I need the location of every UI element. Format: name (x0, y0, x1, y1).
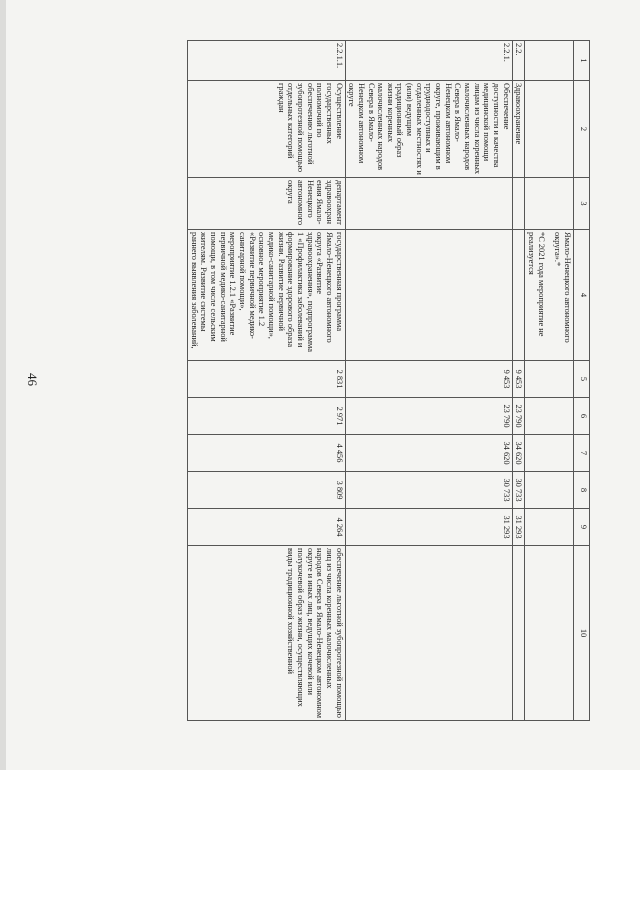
cell (525, 361, 574, 398)
row-result (345, 546, 512, 721)
value-col-6: 2 971 (188, 398, 346, 435)
row-program: государственная программа Ямало-Ненецкого автономного округа «Развитие здравоохранения», подпрограмма 1 «Профилактика заболеваний и формирование здорового образа жизни. Развитие первичной медико-санитарной помощи», основное мероприятие 1.2 «Развитие первичной медико-санитарной помощи», мероприятие 1.2.1 «Развитие первичной медико-санитарной помощи, в том числе сельским жителям. Развитие системы раннего выявления заболеваний, (188, 230, 346, 361)
col-header-5: 5 (574, 361, 590, 398)
value-col-9: 31 293 (512, 509, 525, 546)
row-program (512, 230, 525, 361)
row-result (512, 546, 525, 721)
program-table (187, 40, 590, 721)
value-col-7: 34 620 (512, 435, 525, 472)
row-executor (512, 178, 525, 230)
cell (525, 178, 574, 230)
col-header-3: 3 (574, 178, 590, 230)
cell (525, 546, 574, 721)
cell (525, 41, 574, 81)
continued-program-text: Ямало-Ненецкого автономного округа».* (553, 232, 572, 343)
row-name: Обеспечение доступности и качества медицинской помощи лицам из числа коренных малочисленных народов Севера в Ямало-Ненецком автономном округе, проживающим в труднодоступных и отдаленных местностях и (или) ведущим традиционный образ жизни коренных малочисленных народов Севера в Ямало-Ненецком автономном округе (345, 81, 512, 178)
row-executor (345, 178, 512, 230)
row-number: 2.2.1.1. (188, 41, 346, 81)
col-header-4: 4 (574, 230, 590, 361)
cell (525, 509, 574, 546)
value-col-7: 34 620 (345, 435, 512, 472)
cell (525, 435, 574, 472)
value-col-5: 2 831 (188, 361, 346, 398)
value-col-6: 23 790 (345, 398, 512, 435)
row-executor: департамент здравоохранения Ямало-Ненецкого автономного округа (188, 178, 346, 230)
table-row (188, 41, 346, 721)
value-col-5: 9 453 (512, 361, 525, 398)
value-col-6: 23 790 (512, 398, 525, 435)
scan-edge-shadow (0, 0, 6, 770)
value-col-9: 4 264 (188, 509, 346, 546)
col-header-6: 6 (574, 398, 590, 435)
cell (525, 398, 574, 435)
row-number: 2.2.1. (345, 41, 512, 81)
value-col-9: 31 293 (345, 509, 512, 546)
row-name: Здравоохранение (512, 81, 525, 178)
value-col-5: 9 453 (345, 361, 512, 398)
row-program (345, 230, 512, 361)
table-row (512, 41, 525, 721)
continued-row (525, 41, 574, 721)
continued-program-cell (525, 230, 574, 361)
col-header-1: 1 (574, 41, 590, 81)
value-col-8: 30 733 (345, 472, 512, 509)
value-col-8: 3 809 (188, 472, 346, 509)
col-header-2: 2 (574, 81, 590, 178)
cell (525, 472, 574, 509)
value-col-8: 30 733 (512, 472, 525, 509)
rotated-table-wrapper (100, 40, 590, 720)
col-header-10: 10 (574, 546, 590, 721)
row-number: 2.2. (512, 41, 525, 81)
value-col-7: 4 456 (188, 435, 346, 472)
col-header-8: 8 (574, 472, 590, 509)
table-row (345, 41, 512, 721)
column-number-row (574, 41, 590, 721)
cell (525, 81, 574, 178)
footnote-text: *С 2021 года мероприятие не реализуется (527, 232, 546, 337)
col-header-7: 7 (574, 435, 590, 472)
row-result: обеспечение льготной зубопротезной помощью лиц из числа коренных малочисленных народов Севера в Ямало-Ненецком автономном округе и иных лиц, ведущих кочевой или полукочевой образ жизни, осуществляющих виды традиционной хозяйственной (188, 546, 346, 721)
row-name: Осуществление государственных полномочий по обеспечению льготной зубопротезной помощью отдельных категорий граждан (188, 81, 346, 178)
page-number: 46 (25, 373, 40, 386)
col-header-9: 9 (574, 509, 590, 546)
